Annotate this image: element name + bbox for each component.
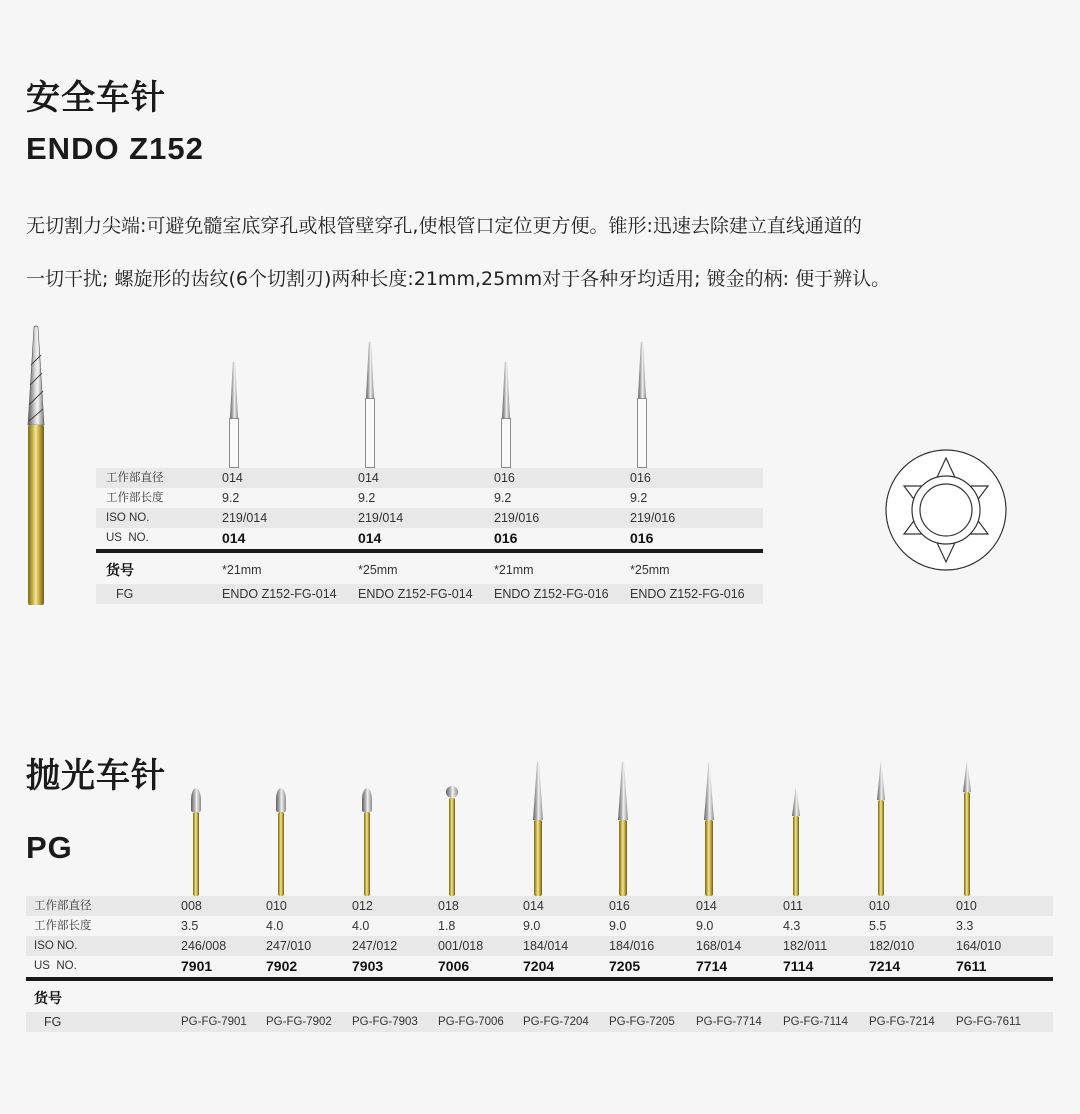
cell: 010 bbox=[956, 899, 977, 913]
cell: 184/016 bbox=[609, 939, 655, 953]
cell: 016 bbox=[630, 530, 654, 546]
pg-bur-7903 bbox=[360, 788, 374, 896]
cell: 7006 bbox=[438, 958, 470, 974]
cell: PG-FG-7214 bbox=[869, 1016, 935, 1028]
cell: ENDO Z152-FG-016 bbox=[494, 587, 609, 601]
row-label: US NO. bbox=[106, 532, 149, 544]
table-row-size bbox=[96, 560, 763, 580]
large-bur-shank bbox=[28, 425, 44, 605]
pg-bur-7902 bbox=[274, 788, 288, 896]
cell: 012 bbox=[352, 899, 373, 913]
endo-spec-table bbox=[96, 468, 763, 608]
section2-title-cn: 抛光车针 bbox=[26, 756, 166, 796]
cell: 246/008 bbox=[181, 939, 227, 953]
cell: PG-FG-7205 bbox=[609, 1016, 675, 1028]
cell: 014 bbox=[222, 471, 243, 485]
table-row-iso bbox=[96, 508, 763, 528]
cell: ENDO Z152-FG-016 bbox=[630, 587, 745, 601]
cell: 9.2 bbox=[358, 491, 376, 505]
cell: 3.5 bbox=[181, 919, 199, 933]
cell: 7714 bbox=[696, 958, 728, 974]
cell: 7901 bbox=[181, 958, 213, 974]
cell: 014 bbox=[696, 899, 717, 913]
cell: PG-FG-7204 bbox=[523, 1016, 589, 1028]
cell: 016 bbox=[494, 530, 518, 546]
table-row-us bbox=[26, 956, 1053, 976]
section1-description-line2: 一切干扰; 螺旋形的齿纹(6个切割刃)两种长度:21mm,25mm对于各种牙均适用; 镀金的柄: 便于辨认。 bbox=[26, 268, 891, 290]
cell: PG-FG-7901 bbox=[181, 1016, 247, 1028]
cell: ENDO Z152-FG-014 bbox=[358, 587, 473, 601]
cell: 4.3 bbox=[783, 919, 801, 933]
cell: 9.2 bbox=[222, 491, 240, 505]
cell: 4.0 bbox=[352, 919, 370, 933]
row-label: ISO NO. bbox=[106, 512, 150, 524]
endo-bur-2 bbox=[362, 342, 378, 468]
cell: 9.2 bbox=[494, 491, 512, 505]
pg-bur-7611 bbox=[960, 762, 974, 896]
table-row-iso bbox=[26, 936, 1053, 956]
cell: 9.0 bbox=[523, 919, 541, 933]
cell: 184/014 bbox=[523, 939, 569, 953]
cell: *25mm bbox=[358, 563, 398, 577]
cell: 1.8 bbox=[438, 919, 456, 933]
row-label: ISO NO. bbox=[34, 940, 78, 952]
table-divider bbox=[26, 977, 1053, 981]
cell: 247/012 bbox=[352, 939, 398, 953]
cell: 7114 bbox=[783, 958, 814, 974]
cell: PG-FG-7611 bbox=[956, 1016, 1021, 1028]
huohao-label: 货号 bbox=[106, 562, 134, 578]
table-row-fg bbox=[26, 1012, 1053, 1032]
row-label: 工作部直径 bbox=[106, 472, 164, 484]
endo-bur-3 bbox=[498, 362, 514, 468]
cell: 182/011 bbox=[783, 939, 828, 953]
cell: 7903 bbox=[352, 958, 384, 974]
cell: 016 bbox=[494, 471, 515, 485]
table-row-diameter bbox=[96, 468, 763, 488]
cell: 010 bbox=[869, 899, 890, 913]
cell: 014 bbox=[358, 471, 379, 485]
cell: 9.0 bbox=[609, 919, 627, 933]
cell: PG-FG-7903 bbox=[352, 1016, 418, 1028]
cell: 010 bbox=[266, 899, 287, 913]
cell: PG-FG-7902 bbox=[266, 1016, 332, 1028]
table-row-fg bbox=[96, 584, 763, 604]
cell: *25mm bbox=[630, 563, 670, 577]
row-label: 工作部长度 bbox=[34, 920, 92, 932]
cell: 014 bbox=[358, 530, 382, 546]
section1-title-en: ENDO Z152 bbox=[26, 131, 204, 166]
cell: PG-FG-7114 bbox=[783, 1016, 848, 1028]
table-row-us bbox=[96, 528, 763, 548]
huohao-label: 货号 bbox=[34, 990, 62, 1006]
pg-bur-7114 bbox=[789, 788, 803, 896]
cell: 7205 bbox=[609, 958, 641, 974]
cell: 011 bbox=[783, 899, 803, 913]
pg-bur-7006 bbox=[445, 786, 459, 896]
cell: PG-FG-7006 bbox=[438, 1016, 504, 1028]
fg-label: FG bbox=[44, 1015, 62, 1029]
cross-section-diagram bbox=[884, 448, 1008, 572]
cell: 9.0 bbox=[696, 919, 714, 933]
cell: 219/014 bbox=[222, 511, 268, 525]
table-row-length bbox=[96, 488, 763, 508]
pg-bur-7204 bbox=[531, 762, 545, 896]
cell: 182/010 bbox=[869, 939, 915, 953]
cell: PG-FG-7714 bbox=[696, 1016, 762, 1028]
section1-title-cn: 安全车针 bbox=[26, 78, 166, 118]
cell: 7611 bbox=[956, 958, 987, 974]
pg-bur-7714 bbox=[702, 762, 716, 896]
cell: 5.5 bbox=[869, 919, 887, 933]
cell: 219/016 bbox=[494, 511, 540, 525]
cell: *21mm bbox=[494, 563, 534, 577]
cell: 016 bbox=[609, 899, 630, 913]
cell: 219/016 bbox=[630, 511, 676, 525]
large-bur-image bbox=[24, 325, 48, 607]
section1-description-line1: 无切割力尖端:可避免髓室底穿孔或根管壁穿孔,使根管口定位更方便。锥形:迅速去除建立直线通道的 bbox=[26, 215, 862, 237]
row-label: US NO. bbox=[34, 960, 77, 972]
table-row-length bbox=[26, 916, 1053, 936]
cell: *21mm bbox=[222, 563, 262, 577]
pg-bur-7205 bbox=[616, 762, 630, 896]
cell: 014 bbox=[523, 899, 544, 913]
table-row-diameter bbox=[26, 896, 1053, 916]
table-divider bbox=[96, 549, 763, 553]
cell: ENDO Z152-FG-014 bbox=[222, 587, 337, 601]
fg-label: FG bbox=[116, 587, 134, 601]
endo-bur-4 bbox=[634, 342, 650, 468]
cell: 168/014 bbox=[696, 939, 742, 953]
cell: 7214 bbox=[869, 958, 901, 974]
cell: 247/010 bbox=[266, 939, 312, 953]
pg-spec-table bbox=[26, 896, 1053, 1036]
row-label: 工作部长度 bbox=[106, 492, 164, 504]
row-label: 工作部直径 bbox=[34, 900, 92, 912]
cell: 018 bbox=[438, 899, 459, 913]
cell: 9.2 bbox=[630, 491, 648, 505]
pg-bur-7901 bbox=[189, 788, 203, 896]
section2-title-en: PG bbox=[26, 830, 73, 865]
cell: 4.0 bbox=[266, 919, 284, 933]
cell: 7902 bbox=[266, 958, 298, 974]
cell: 001/018 bbox=[438, 939, 484, 953]
cell: 7204 bbox=[523, 958, 555, 974]
table-row-huohao bbox=[26, 988, 1053, 1008]
cell: 008 bbox=[181, 899, 202, 913]
pg-bur-7214 bbox=[874, 762, 888, 896]
endo-bur-1 bbox=[226, 362, 242, 468]
cell: 3.3 bbox=[956, 919, 974, 933]
cell: 219/014 bbox=[358, 511, 404, 525]
cell: 014 bbox=[222, 530, 246, 546]
cell: 016 bbox=[630, 471, 651, 485]
cell: 164/010 bbox=[956, 939, 1002, 953]
